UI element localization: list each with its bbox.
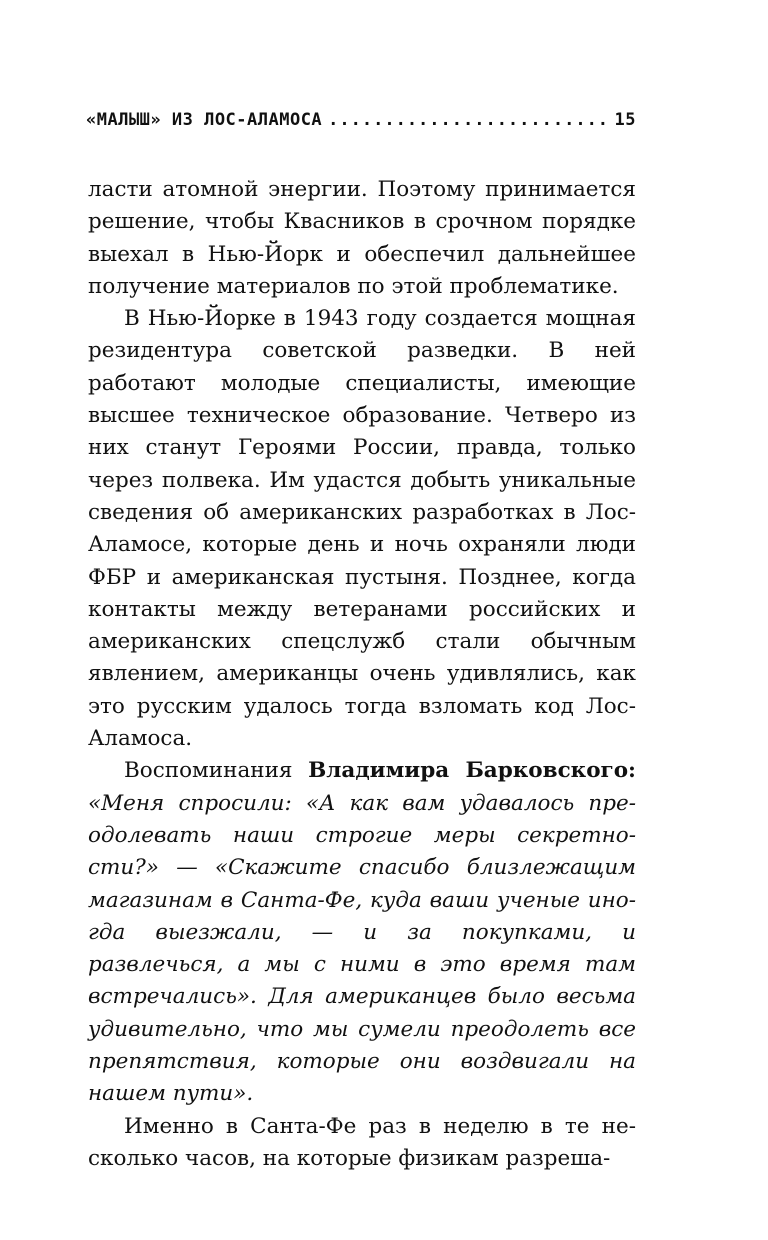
paragraph-1: ласти атомной энергии. Поэтому принимается решение, чтобы Квасников в срочном порядке выехал в Нью-Йорк и обеспечил дальнейшее получение материалов по этой проблематике. (88, 177, 636, 299)
running-head (86, 110, 636, 144)
paragraph-3-lead: Воспоминания (124, 758, 293, 784)
body-text (88, 174, 636, 1175)
speaker-name: Владимира Барковского: (308, 758, 636, 784)
paragraph-4: Именно в Санта-Фе раз в неделю в те несколько часов, на которые физикам разреша- (88, 1113, 636, 1171)
book-page (88, 110, 636, 1175)
dot-leader (328, 110, 608, 130)
page-number: 15 (614, 110, 636, 130)
paragraph-3 (88, 755, 636, 1110)
chapter-title: «МАЛЫШ» ИЗ ЛОС-АЛАМОСА (86, 110, 323, 130)
quote-text: «Меня спросили: «А как вам удавалось преодолевать наши строгие меры секретности?» — «Скажите спасибо близлежащим магазинам в Санта-Фе, куда ваши ученые иногда выезжали, — и за покупками, и развлечься, а мы с ними в это время там встречались». Для американцев было весьма удивительно, что мы сумели преодолеть все препятствия, которые они воздвигали на нашем пути». (88, 790, 636, 1107)
paragraph-2: В Нью-Йорке в 1943 году создается мощная резидентура советской разведки. В ней работают молодые специалисты, имеющие высшее техническое образование. Четверо из них станут Героями России, правда, только через полвека. Им удастся добыть уникальные сведения об американских разработках в Лос-Аламосе, которые день и ночь охраняли люди ФБР и американская пустыня. Позднее, когда контакты между ветеранами российских и американских спецслужб стали обычным явлением, американцы очень удивлялись, как это русским удалось тогда взломать код Лос-Аламоса. (88, 306, 636, 752)
